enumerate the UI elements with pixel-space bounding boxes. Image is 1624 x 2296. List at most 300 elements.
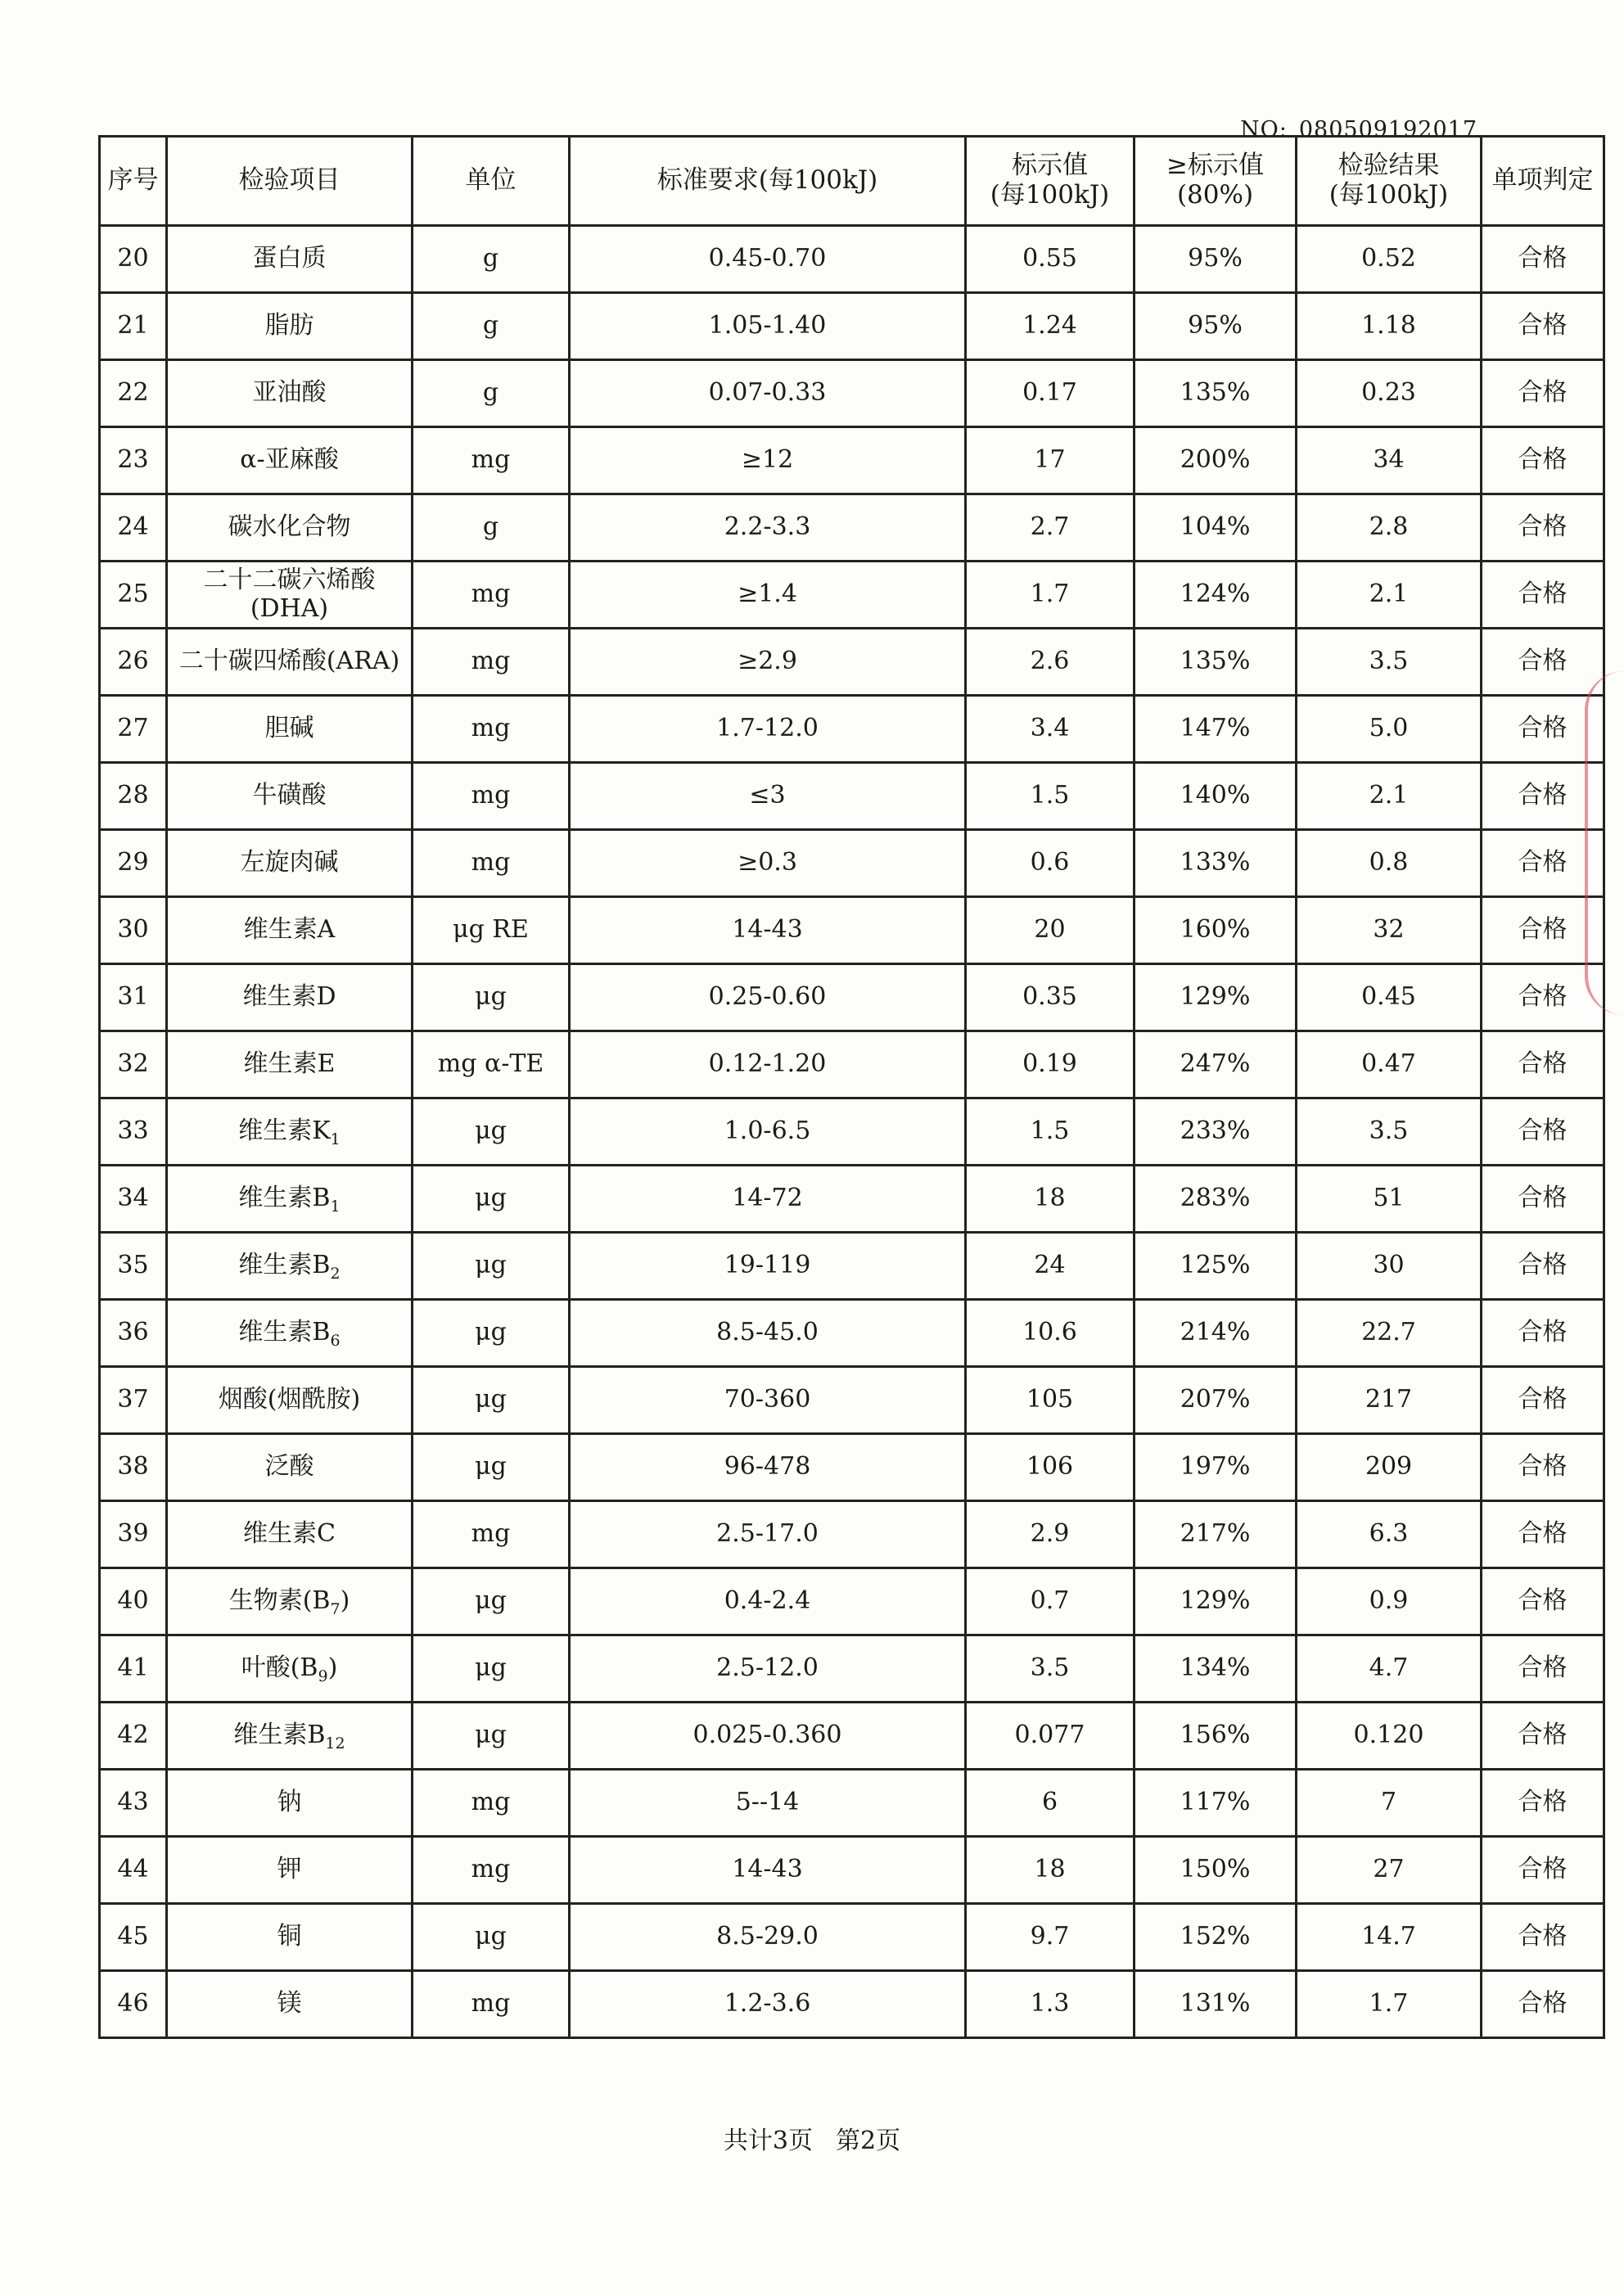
table-row [100,964,1604,1031]
test-results-table [98,135,1605,2039]
header-seq: 序号 [100,137,167,226]
cell-standard: ≥1.4 [570,562,966,629]
table-row [100,226,1604,293]
table-row [100,494,1604,562]
item-name: 铜 [277,1922,302,1951]
cell-label-value: 2.9 [966,1501,1135,1568]
cell-judgment: 合格 [1482,494,1604,562]
table-row [100,427,1604,494]
cell-label-value: 2.6 [966,629,1135,696]
cell-judgment: 合格 [1482,1770,1604,1837]
cell-item [167,427,413,494]
cell-judgment: 合格 [1482,562,1604,629]
cell-label-value: 106 [966,1434,1135,1501]
cell-percent: 135% [1135,629,1297,696]
table-header-row [100,137,1604,226]
cell-judgment: 合格 [1482,696,1604,763]
cell-result: 209 [1297,1434,1482,1501]
cell-result: 3.5 [1297,629,1482,696]
cell-item [167,1031,413,1098]
header-percent [1135,137,1297,226]
cell-unit: μg [413,1300,570,1367]
cell-seq: 29 [100,830,167,897]
table-row [100,1166,1604,1233]
cell-item [167,763,413,830]
cell-standard: 2.5-17.0 [570,1501,966,1568]
header-label-value-line1: 标示值 [1012,151,1088,181]
cell-seq: 38 [100,1434,167,1501]
cell-standard: 1.0-6.5 [570,1098,966,1166]
cell-standard: ≥12 [570,427,966,494]
cell-unit: μg [413,1568,570,1635]
cell-percent: 125% [1135,1233,1297,1300]
table-row [100,1568,1604,1635]
header-percent-line1: ≥标示值 [1166,151,1264,181]
cell-item [167,1568,413,1635]
cell-result: 217 [1297,1367,1482,1434]
cell-unit: mg α-TE [413,1031,570,1098]
item-name: 维生素K [238,1116,331,1146]
item-subscript: 1 [330,1130,341,1149]
table-row [100,1837,1604,1904]
cell-item [167,1300,413,1367]
cell-standard: 70-360 [570,1367,966,1434]
cell-percent: 129% [1135,964,1297,1031]
cell-result: 3.5 [1297,1098,1482,1166]
cell-seq: 22 [100,360,167,427]
cell-label-value: 18 [966,1837,1135,1904]
cell-judgment: 合格 [1482,427,1604,494]
cell-result: 2.8 [1297,494,1482,562]
cell-unit: μg RE [413,897,570,964]
cell-standard: 19-119 [570,1233,966,1300]
cell-seq: 37 [100,1367,167,1434]
table-row [100,1367,1604,1434]
cell-item [167,1098,413,1166]
cell-result: 4.7 [1297,1635,1482,1703]
cell-unit: g [413,494,570,562]
cell-result: 6.3 [1297,1501,1482,1568]
cell-seq: 42 [100,1703,167,1770]
header-standard: 标准要求(每100kJ) [570,137,966,226]
item-name: 二十碳四烯酸(ARA) [178,647,400,676]
item-name: 烟酸(烟酰胺) [218,1385,361,1414]
cell-result: 0.8 [1297,830,1482,897]
cell-seq: 33 [100,1098,167,1166]
table-row [100,1233,1604,1300]
cell-percent: 95% [1135,226,1297,293]
item-name: 维生素B [238,1251,331,1280]
cell-item [167,897,413,964]
cell-label-value: 0.19 [966,1031,1135,1098]
cell-standard: 14-43 [570,1837,966,1904]
cell-unit: μg [413,1367,570,1434]
cell-judgment: 合格 [1482,293,1604,360]
item-name: 维生素B [233,1721,326,1750]
header-label-value-line2: (每100kJ) [990,180,1110,210]
cell-unit: g [413,360,570,427]
item-subscript: 6 [330,1332,341,1351]
cell-item [167,360,413,427]
cell-seq: 40 [100,1568,167,1635]
cell-unit: g [413,226,570,293]
cell-seq: 26 [100,629,167,696]
cell-seq: 45 [100,1904,167,1971]
table-row [100,1300,1604,1367]
cell-label-value: 0.7 [966,1568,1135,1635]
cell-result: 22.7 [1297,1300,1482,1367]
cell-seq: 20 [100,226,167,293]
item-name: 镁 [277,1989,302,2019]
cell-unit: mg [413,1770,570,1837]
cell-item [167,1635,413,1703]
cell-percent: 129% [1135,1568,1297,1635]
item-name: 维生素B [238,1184,331,1213]
cell-unit: μg [413,1703,570,1770]
cell-percent: 197% [1135,1434,1297,1501]
cell-item [167,1501,413,1568]
cell-unit: mg [413,629,570,696]
cell-label-value: 9.7 [966,1904,1135,1971]
cell-standard: 0.12-1.20 [570,1031,966,1098]
cell-seq: 24 [100,494,167,562]
item-subscript: 12 [325,1734,345,1753]
cell-label-value: 10.6 [966,1300,1135,1367]
header-item: 检验项目 [167,137,413,226]
cell-percent: 135% [1135,360,1297,427]
footer-total-pages: 共计3页 [723,2127,813,2155]
cell-seq: 43 [100,1770,167,1837]
item-name: 碳水化合物 [228,512,351,542]
cell-result: 2.1 [1297,763,1482,830]
cell-unit: mg [413,427,570,494]
cell-label-value: 1.7 [966,562,1135,629]
cell-item [167,1166,413,1233]
cell-unit: mg [413,1837,570,1904]
cell-percent: 147% [1135,696,1297,763]
cell-percent: 124% [1135,562,1297,629]
cell-unit: μg [413,1233,570,1300]
cell-label-value: 105 [966,1367,1135,1434]
cell-judgment: 合格 [1482,629,1604,696]
table-body [100,226,1604,2038]
cell-item [167,1367,413,1434]
cell-label-value: 18 [966,1166,1135,1233]
table-row [100,1031,1604,1098]
cell-percent: 217% [1135,1501,1297,1568]
table-row [100,763,1604,830]
cell-unit: mg [413,830,570,897]
cell-seq: 36 [100,1300,167,1367]
cell-item [167,226,413,293]
cell-judgment: 合格 [1482,897,1604,964]
cell-percent: 134% [1135,1635,1297,1703]
cell-label-value: 0.55 [966,226,1135,293]
cell-result: 5.0 [1297,696,1482,763]
report-number-label: NO: [1240,117,1288,142]
cell-percent: 104% [1135,494,1297,562]
cell-item [167,964,413,1031]
cell-judgment: 合格 [1482,964,1604,1031]
cell-item [167,1703,413,1770]
item-subscript: 1 [330,1198,341,1216]
cell-seq: 27 [100,696,167,763]
cell-judgment: 合格 [1482,1501,1604,1568]
item-name: 胆碱 [264,714,314,743]
cell-item [167,1837,413,1904]
cell-judgment: 合格 [1482,830,1604,897]
item-subscript: 2 [330,1265,341,1283]
item-name: 脂肪 [264,311,314,341]
cell-item [167,293,413,360]
cell-label-value: 0.6 [966,830,1135,897]
cell-seq: 34 [100,1166,167,1233]
cell-result: 14.7 [1297,1904,1482,1971]
table-row [100,897,1604,964]
item-name: 维生素A [243,915,336,945]
item-name: 钾 [277,1855,302,1884]
cell-unit: μg [413,1904,570,1971]
table-row [100,562,1604,629]
cell-label-value: 1.3 [966,1971,1135,2038]
cell-result: 51 [1297,1166,1482,1233]
table-row [100,360,1604,427]
cell-item [167,1904,413,1971]
table-row [100,1971,1604,2038]
table-row [100,1501,1604,1568]
cell-percent: 131% [1135,1971,1297,2038]
header-label-value [966,137,1135,226]
table-row [100,1434,1604,1501]
cell-percent: 152% [1135,1904,1297,1971]
cell-result: 32 [1297,897,1482,964]
cell-unit: μg [413,1098,570,1166]
cell-standard: ≥0.3 [570,830,966,897]
cell-label-value: 3.4 [966,696,1135,763]
item-name: 维生素B [238,1318,331,1347]
table-row [100,1635,1604,1703]
table-row [100,1703,1604,1770]
cell-result: 0.9 [1297,1568,1482,1635]
cell-standard: 0.25-0.60 [570,964,966,1031]
cell-result: 30 [1297,1233,1482,1300]
item-name: 牛磺酸 [252,781,327,810]
cell-standard: 1.05-1.40 [570,293,966,360]
cell-label-value: 3.5 [966,1635,1135,1703]
item-name: 维生素E [243,1049,336,1079]
table-row [100,1770,1604,1837]
cell-item [167,1770,413,1837]
cell-result: 1.7 [1297,1971,1482,2038]
table-row [100,1098,1604,1166]
cell-seq: 46 [100,1971,167,2038]
cell-label-value: 20 [966,897,1135,964]
cell-result: 2.1 [1297,562,1482,629]
cell-result: 7 [1297,1770,1482,1837]
cell-label-value: 17 [966,427,1135,494]
cell-unit: μg [413,1166,570,1233]
item-name: 生物素(B [228,1586,331,1616]
cell-standard: 1.7-12.0 [570,696,966,763]
table-row [100,1904,1604,1971]
header-result-line1: 检验结果 [1338,151,1440,181]
cell-label-value: 1.5 [966,763,1135,830]
cell-seq: 30 [100,897,167,964]
header-unit: 单位 [413,137,570,226]
item-name: 左旋肉碱 [240,848,339,877]
cell-item [167,629,413,696]
cell-percent: 156% [1135,1703,1297,1770]
cell-percent: 283% [1135,1166,1297,1233]
cell-judgment: 合格 [1482,1904,1604,1971]
cell-result: 0.52 [1297,226,1482,293]
cell-result: 0.120 [1297,1703,1482,1770]
item-name: 二十二碳六烯酸 [203,566,376,594]
cell-seq: 35 [100,1233,167,1300]
cell-judgment: 合格 [1482,1434,1604,1501]
cell-label-value: 1.5 [966,1098,1135,1166]
cell-unit: mg [413,1501,570,1568]
cell-seq: 28 [100,763,167,830]
cell-unit: μg [413,964,570,1031]
table-row [100,629,1604,696]
item-name: 蛋白质 [252,244,327,273]
cell-standard: ≥2.9 [570,629,966,696]
cell-standard: 2.2-3.3 [570,494,966,562]
table-row [100,830,1604,897]
cell-item [167,830,413,897]
cell-judgment: 合格 [1482,1166,1604,1233]
cell-result: 0.45 [1297,964,1482,1031]
cell-result: 1.18 [1297,293,1482,360]
item-name: 叶酸(B [241,1653,318,1683]
item-name: α-亚麻酸 [240,445,339,475]
cell-label-value: 0.35 [966,964,1135,1031]
cell-item [167,696,413,763]
cell-percent: 133% [1135,830,1297,897]
cell-item [167,562,413,629]
cell-judgment: 合格 [1482,1703,1604,1770]
cell-unit: mg [413,763,570,830]
cell-percent: 200% [1135,427,1297,494]
cell-seq: 41 [100,1635,167,1703]
cell-standard: 8.5-45.0 [570,1300,966,1367]
cell-standard: 0.45-0.70 [570,226,966,293]
cell-judgment: 合格 [1482,1367,1604,1434]
table-row [100,696,1604,763]
cell-percent: 233% [1135,1098,1297,1166]
cell-unit: mg [413,562,570,629]
cell-judgment: 合格 [1482,226,1604,293]
cell-judgment: 合格 [1482,1031,1604,1098]
cell-label-value: 24 [966,1233,1135,1300]
item-subscript: 7 [330,1600,341,1619]
cell-judgment: 合格 [1482,1300,1604,1367]
cell-seq: 25 [100,562,167,629]
cell-seq: 21 [100,293,167,360]
item-name: 钠 [277,1788,302,1817]
cell-standard: 5--14 [570,1770,966,1837]
cell-label-value: 0.17 [966,360,1135,427]
item-subscript: 9 [318,1667,328,1686]
header-judgment: 单项判定 [1482,137,1604,226]
cell-item [167,1233,413,1300]
cell-result: 0.47 [1297,1031,1482,1098]
cell-label-value: 6 [966,1770,1135,1837]
item-suffix: ) [340,1586,350,1616]
header-percent-line2: (80%) [1176,180,1254,210]
cell-seq: 39 [100,1501,167,1568]
cell-item [167,1434,413,1501]
cell-percent: 160% [1135,897,1297,964]
cell-seq: 44 [100,1837,167,1904]
item-name-line2: (DHA) [250,593,329,623]
cell-result: 27 [1297,1837,1482,1904]
cell-judgment: 合格 [1482,1233,1604,1300]
cell-percent: 247% [1135,1031,1297,1098]
cell-percent: 207% [1135,1367,1297,1434]
cell-item [167,1971,413,2038]
cell-label-value: 2.7 [966,494,1135,562]
cell-percent: 117% [1135,1770,1297,1837]
cell-standard: 0.07-0.33 [570,360,966,427]
table-row [100,293,1604,360]
header-result [1297,137,1482,226]
seal-stamp-edge [1585,671,1624,1015]
cell-seq: 23 [100,427,167,494]
cell-percent: 95% [1135,293,1297,360]
cell-judgment: 合格 [1482,1635,1604,1703]
cell-label-value: 0.077 [966,1703,1135,1770]
cell-standard: 14-43 [570,897,966,964]
header-result-line2: (每100kJ) [1329,180,1449,210]
cell-judgment: 合格 [1482,1568,1604,1635]
item-name: 亚油酸 [252,378,327,408]
cell-item [167,494,413,562]
cell-judgment: 合格 [1482,360,1604,427]
cell-judgment: 合格 [1482,1098,1604,1166]
cell-percent: 214% [1135,1300,1297,1367]
cell-judgment: 合格 [1482,1971,1604,2038]
cell-seq: 31 [100,964,167,1031]
cell-unit: μg [413,1434,570,1501]
cell-standard: 1.2-3.6 [570,1971,966,2038]
cell-standard: 96-478 [570,1434,966,1501]
cell-standard: ≤3 [570,763,966,830]
report-number-value: 080509192017 [1298,117,1477,142]
cell-percent: 150% [1135,1837,1297,1904]
cell-unit: mg [413,1971,570,2038]
cell-standard: 0.4-2.4 [570,1568,966,1635]
item-name: 维生素C [243,1519,336,1549]
cell-unit: g [413,293,570,360]
cell-label-value: 1.24 [966,293,1135,360]
cell-standard: 0.025-0.360 [570,1703,966,1770]
page-footer [0,2120,1624,2156]
cell-unit: mg [413,696,570,763]
cell-percent: 140% [1135,763,1297,830]
cell-result: 34 [1297,427,1482,494]
cell-standard: 2.5-12.0 [570,1635,966,1703]
footer-current-page: 第2页 [836,2127,901,2155]
cell-seq: 32 [100,1031,167,1098]
cell-standard: 14-72 [570,1166,966,1233]
cell-judgment: 合格 [1482,763,1604,830]
cell-unit: μg [413,1635,570,1703]
cell-judgment: 合格 [1482,1837,1604,1904]
cell-standard: 8.5-29.0 [570,1904,966,1971]
item-name: 泛酸 [264,1452,314,1482]
